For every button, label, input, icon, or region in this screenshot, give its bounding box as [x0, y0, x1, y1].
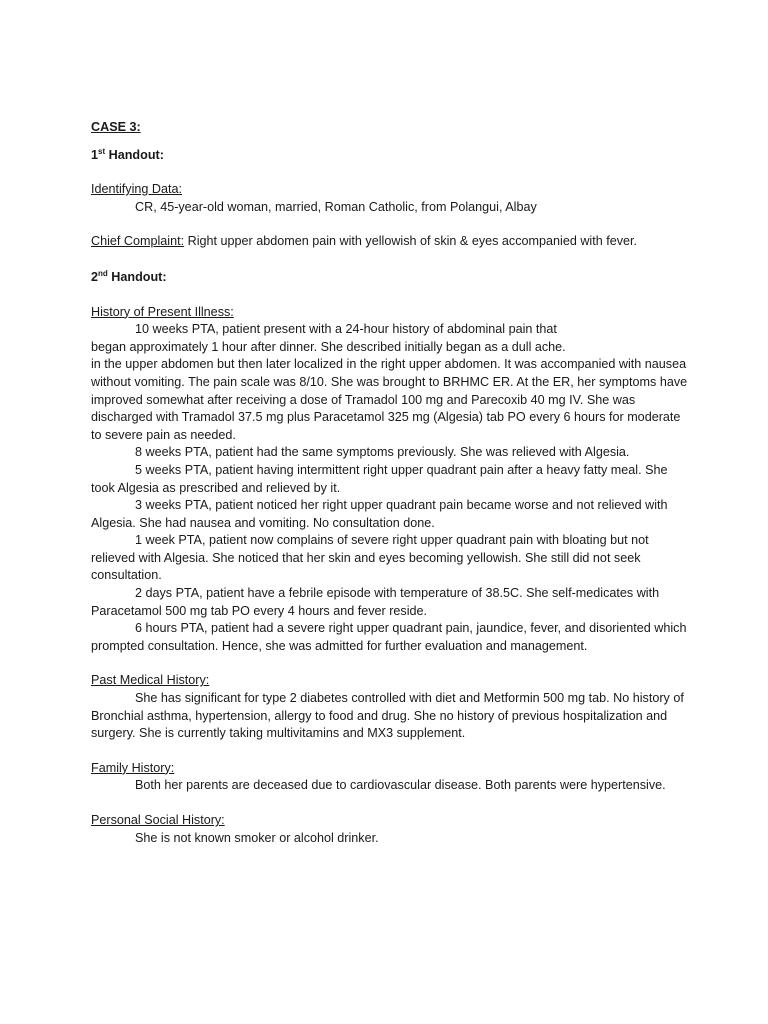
identifying-data-section: [91, 181, 691, 216]
chief-complaint-heading: Chief Complaint:: [91, 234, 185, 249]
hpi-section: [91, 304, 691, 656]
personal-social-history-section: [91, 812, 691, 847]
identifying-data-heading: Identifying Data:: [91, 182, 183, 197]
family-history-section: [91, 760, 691, 795]
family-history-heading: Family History:: [91, 760, 175, 775]
past-medical-history-section: [91, 672, 691, 742]
handout-1-heading: [91, 147, 691, 165]
handout-2-label: Handout:: [107, 269, 167, 284]
hpi-paragraph-5: 1 week PTA, patient now complains of severe right upper quadrant pain with bloating but not relieved with Algesia. She noticed that her skin and eyes becoming yellowish. She still did not seek consultation.: [91, 533, 649, 583]
personal-social-history-text: She is not known smoker or alcohol drinker.: [135, 830, 379, 845]
past-medical-history-text: She has significant for type 2 diabetes controlled with diet and Metformin 500 mg tab. No history of Bronchial asthma, hypertension, allergy to food and drug. She no history of previous hospitalization and surgery. She is currently taking multivitamins and MX3 supplement.: [91, 691, 684, 741]
handout-1-ordinal: st: [98, 146, 106, 156]
handout-2-number: 2: [91, 269, 99, 284]
case-title: CASE 3:: [91, 120, 141, 134]
hpi-paragraph-1-line-2: began approximately 1 hour after dinner. She described initially began as a dull ache.: [91, 339, 566, 354]
hpi-heading: History of Present Illness:: [91, 304, 234, 319]
chief-complaint-text: Right upper abdomen pain with yellowish of skin & eyes accompanied with fever.: [184, 234, 638, 249]
hpi-paragraph-2: 8 weeks PTA, patient had the same symptoms previously. She was relieved with Algesia.: [135, 445, 630, 460]
hpi-paragraph-7: 6 hours PTA, patient had a severe right upper quadrant pain, jaundice, fever, and disoriented which prompted consultation. Hence, she was admitted for further evaluation and management.: [91, 621, 687, 653]
handout-1-label: Handout:: [105, 147, 164, 162]
handout-2-ordinal: nd: [98, 268, 108, 278]
hpi-paragraph-6: 2 days PTA, patient have a febrile episode with temperature of 38.5C. She self-medicates with Paracetamol 500 mg tab PO every 4 hours and fever reside.: [91, 586, 660, 618]
hpi-paragraph-1-rest: in the upper abdomen but then later localized in the right upper abdomen. It was accompanied with nausea without vomiting. The pain scale was 8/10. She was brought to BRHMC ER. At the ER, her symptoms have improved somewhat after receiving a dose of Tramadol 100 mg and Parecoxib 40 mg IV. She was discharged with Tramadol 37.5 mg plus Paracetamol 325 mg (Algesia) tab PO every 6 hours for moderate to severe pain as needed.: [91, 357, 688, 442]
past-medical-history-heading: Past Medical History:: [91, 673, 210, 688]
chief-complaint-section: [91, 233, 691, 251]
family-history-text: Both her parents are deceased due to cardiovascular disease. Both parents were hypertensive.: [135, 778, 666, 793]
document-body: [91, 119, 691, 847]
hpi-paragraph-1-line-1: 10 weeks PTA, patient present with a 24-hour history of abdominal pain that: [135, 322, 557, 337]
identifying-data-text: CR, 45-year-old woman, married, Roman Catholic, from Polangui, Albay: [135, 199, 537, 214]
hpi-paragraph-4: 3 weeks PTA, patient noticed her right upper quadrant pain became worse and not relieved with Algesia. She had nausea and vomiting. No consultation done.: [91, 498, 668, 530]
hpi-paragraph-3: 5 weeks PTA, patient having intermittent right upper quadrant pain after a heavy fatty meal. She took Algesia as prescribed and relieved by it.: [91, 462, 668, 495]
handout-2-heading: [91, 269, 691, 287]
personal-social-history-heading: Personal Social History:: [91, 813, 225, 827]
chief-complaint-paragraph: [91, 233, 691, 251]
handout-1-number: 1: [91, 147, 99, 162]
